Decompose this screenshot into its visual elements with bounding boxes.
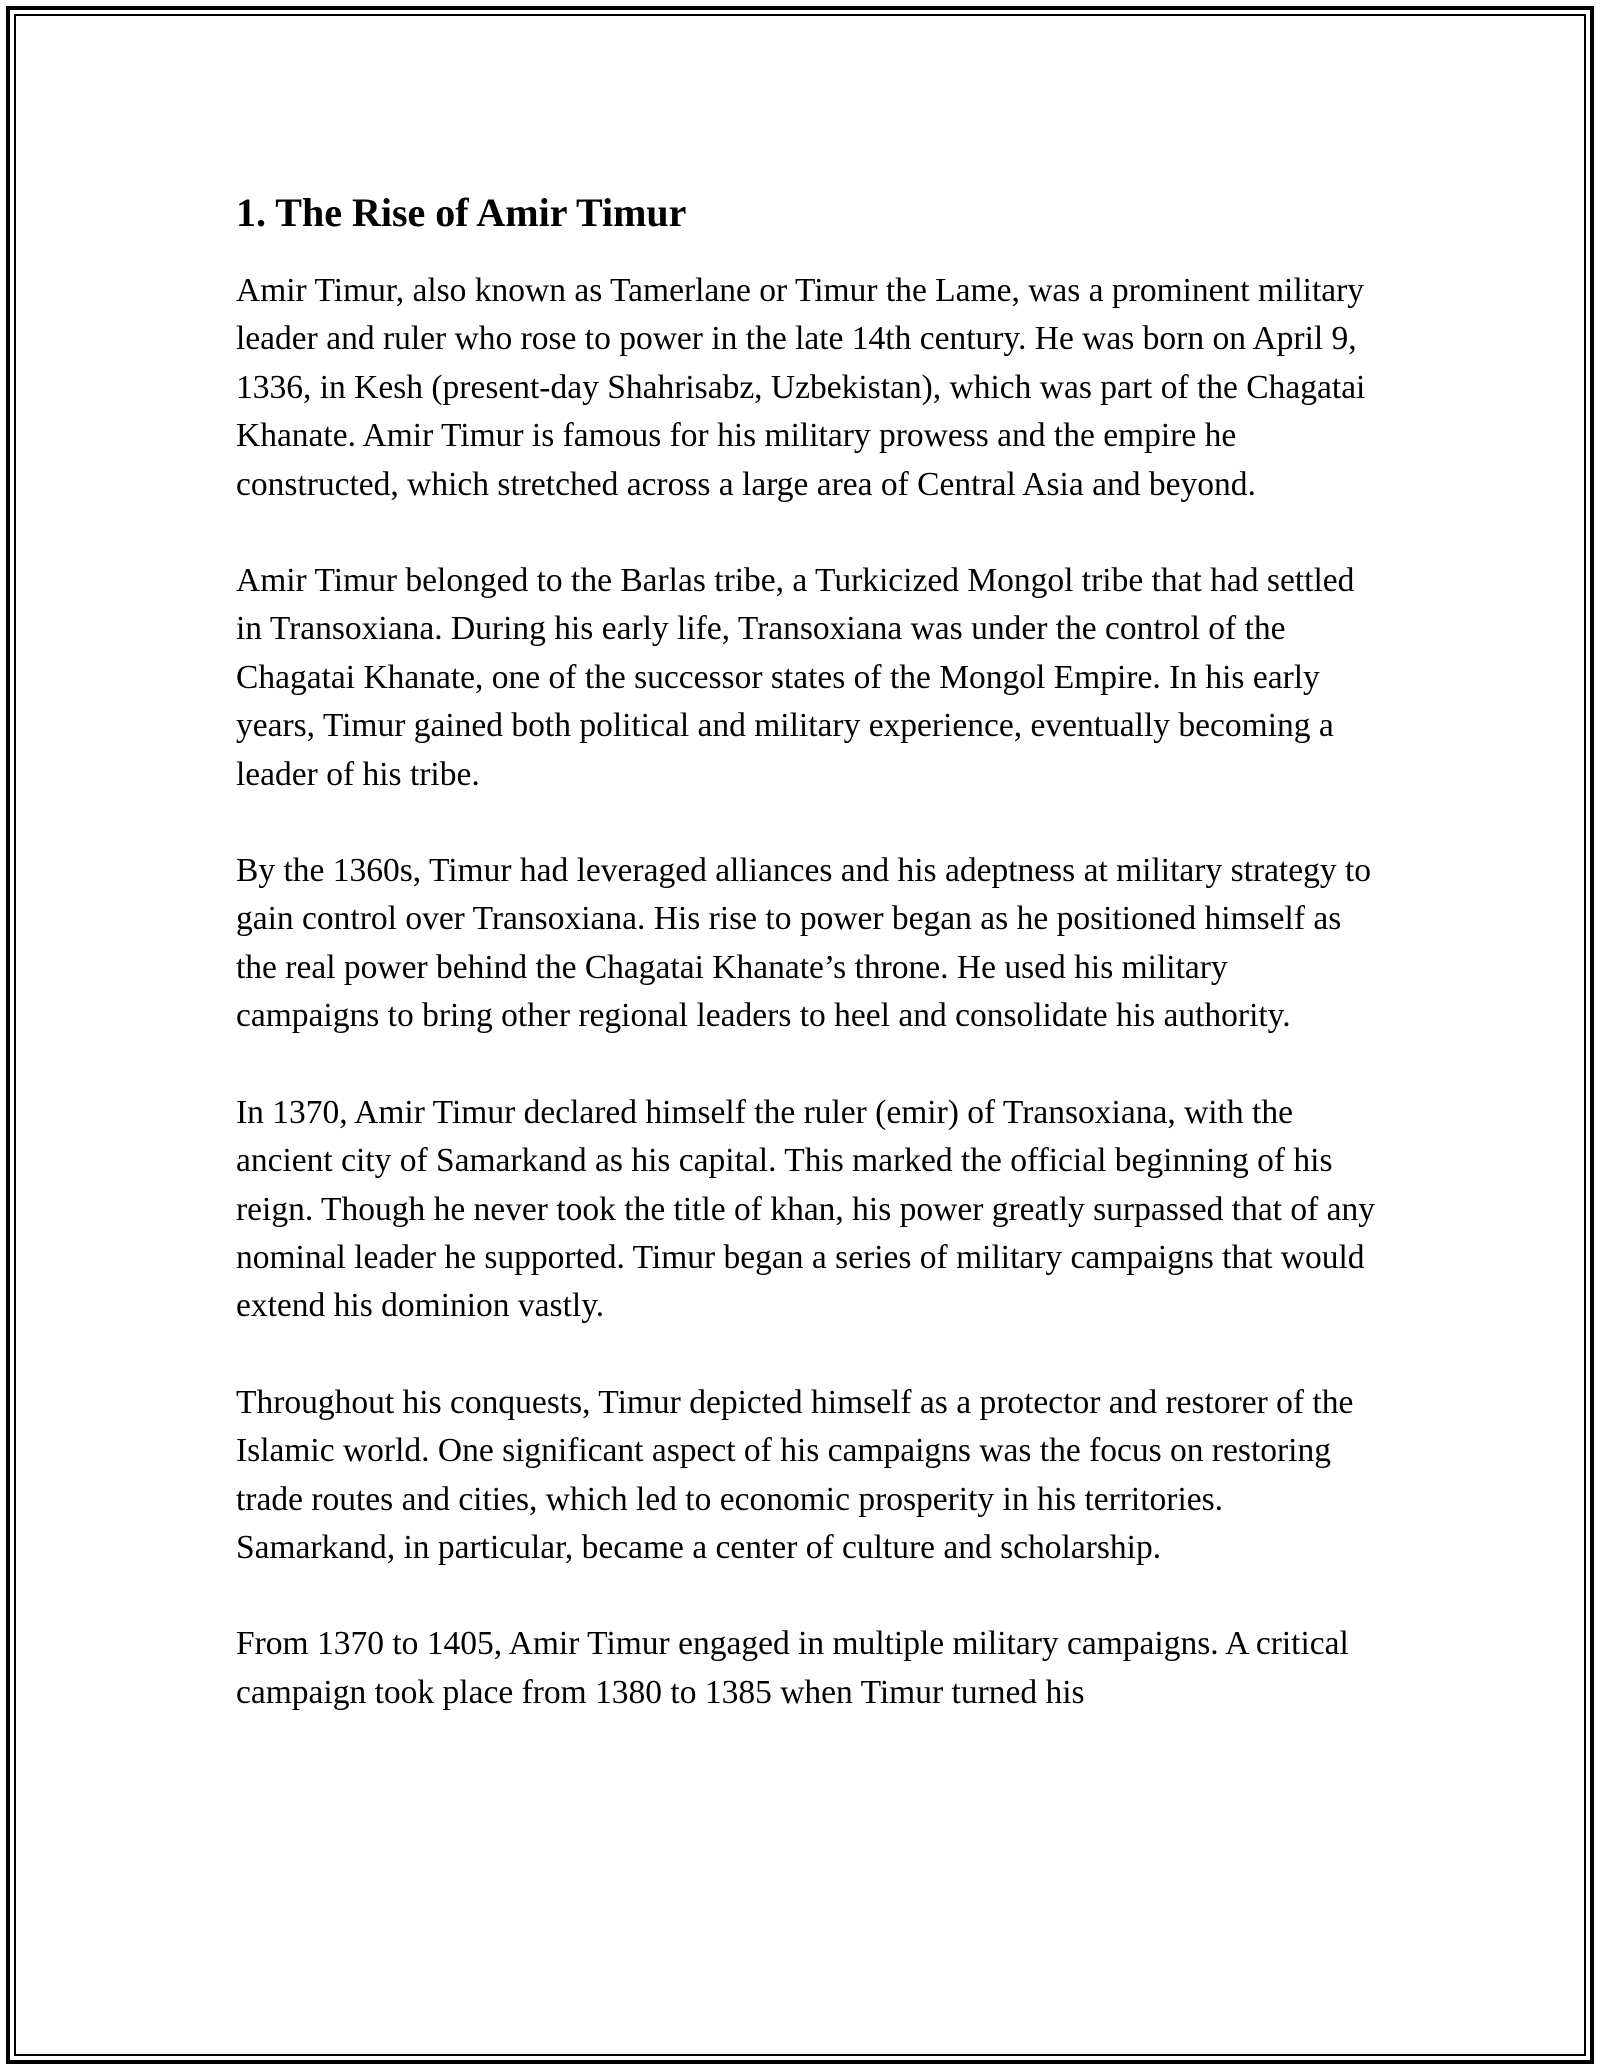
paragraph-4: In 1370, Amir Timur declared himself the ruler (emir) of Transoxiana, with the ancient city of Samarkand as his capital. This marked the official beginning of his reign. Though he never took the title of khan, his power greatly surpassed that of any nominal leader he supported. Timur began a series of military campaigns that would extend his dominion vastly.	[236, 1093, 1376, 1325]
paragraph-5: Throughout his conquests, Timur depicted himself as a protector and restorer of the Islamic world. One significant aspect of his campaigns was the focus on restoring trade routes and cities, which led to economic prosperity in his territories. Samarkand, in particular, became a center of culture and scholarship.	[236, 1383, 1354, 1566]
section-title: 1. The Rise of Amir Timur	[236, 190, 687, 235]
document-body	[236, 185, 1376, 1765]
paragraph-1: Amir Timur, also known as Tamerlane or Timur the Lame, was a prominent military leader and ruler who rose to power in the late 14th century. He was born on April 9, 1336, in Kesh (present-day Shahrisabz, Uzbekistan), which was part of the Chagatai Khanate. Amir Timur is famous for his military prowess and the empire he constructed, which stretched across a large area of Central Asia and beyond.	[236, 272, 1366, 503]
paragraph-3: By the 1360s, Timur had leveraged alliances and his adeptness at military strategy to gain control over Transoxiana. His rise to power began as he positioned himself as the real power behind the Chagatai Khanate’s throne. He used his military campaigns to bring other regional leaders to heel and consolidate his authority.	[236, 852, 1372, 1035]
paragraph-6: From 1370 to 1405, Amir Timur engaged in multiple military campaigns. A critical campaign took place from 1380 to 1385 when Timur turned his	[236, 1625, 1349, 1711]
paragraph-2: Amir Timur belonged to the Barlas tribe, a Turkicized Mongol tribe that had settled in Transoxiana. During his early life, Transoxiana was under the control of the Chagatai Khanate, one of the successor states of the Mongol Empire. In his early years, Timur gained both political and military experience, eventually becoming a leader of his tribe.	[236, 562, 1355, 793]
